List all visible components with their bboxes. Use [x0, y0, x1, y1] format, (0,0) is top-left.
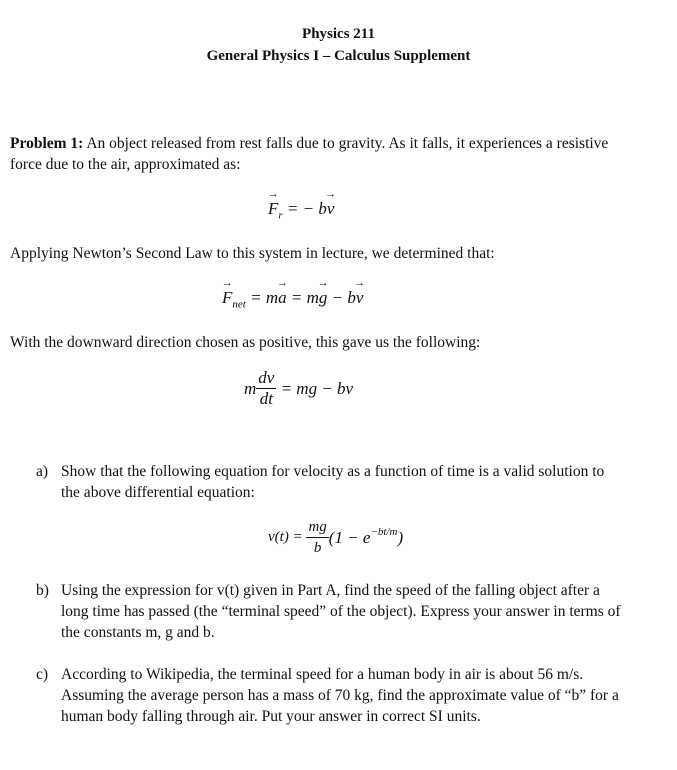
velocity-equation: [268, 517, 403, 558]
force-symbol: → F: [268, 198, 278, 219]
diff-rhs: = mg − bv: [276, 378, 354, 398]
course-subtitle: General Physics I – Calculus Supplement: [206, 48, 471, 64]
differential-equation: [244, 368, 353, 409]
part-a-text: Show that the following equation for velocity as a function of time is a valid solution to the above differential equation:: [61, 463, 605, 501]
gravity-vector: → g: [319, 287, 328, 308]
part-c-text: According to Wikipedia, the terminal speed for a human body in air is about 56 m/s. Assuming the average person has a mass of 70 kg, find the approximate value of “b” for a human body falling through air. Put your answer in correct SI units.: [61, 666, 619, 725]
problem-label: Problem 1:: [10, 135, 84, 152]
net-eq-2: = m: [286, 288, 319, 307]
velocity-paren: (1 − e: [328, 527, 371, 547]
net-eq-1: = m: [245, 288, 279, 307]
velocity-numerator: mg: [306, 517, 328, 538]
part-a: [10, 461, 630, 505]
velocity-vector: → v: [327, 198, 335, 219]
velocity-denominator: b: [313, 540, 322, 556]
velocity-lhs: v(t) =: [268, 529, 307, 545]
velocity-fraction: [306, 517, 328, 558]
net-velocity-vector: → v: [356, 287, 364, 308]
velocity-close: ): [397, 527, 404, 547]
derivative-fraction: [256, 368, 276, 409]
problem-intro: [10, 133, 620, 175]
net-eq-3: − b: [327, 288, 356, 307]
part-b-label: b): [36, 582, 49, 599]
newton-text: Applying Newton’s Second Law to this system in lecture, we determined that:: [10, 245, 495, 262]
part-a-label: a): [36, 463, 49, 480]
derivative-denominator: dt: [259, 389, 273, 408]
direction-text: With the downward direction chosen as positive, this gave us the following:: [10, 334, 481, 351]
part-c-label: c): [36, 666, 49, 683]
net-subscript: net: [232, 298, 246, 311]
problem-intro-text: An object released from rest falls due to gravity. As it falls, it experiences a resistive force due to the air, approximated as:: [10, 135, 609, 173]
part-c: [10, 664, 630, 752]
force-subscript: r: [278, 209, 283, 222]
diff-mass: m: [244, 378, 257, 398]
acceleration-vector: → a: [278, 287, 287, 308]
part-b: [10, 580, 630, 646]
drag-force-equation: [268, 198, 334, 226]
derivative-numerator: dv: [258, 368, 275, 387]
net-force-equation: [222, 287, 363, 315]
velocity-exponent: −bt/m: [370, 525, 398, 538]
part-b-text: Using the expression for v(t) given in Part A, find the speed of the falling object after a long time has passed (the “terminal speed” of the object). Express your answer in terms of the constants m, g and b.: [61, 582, 621, 641]
course-title: Physics 211: [302, 26, 375, 42]
net-force-symbol: → F: [222, 287, 232, 308]
drag-rhs: = − b: [282, 199, 327, 218]
